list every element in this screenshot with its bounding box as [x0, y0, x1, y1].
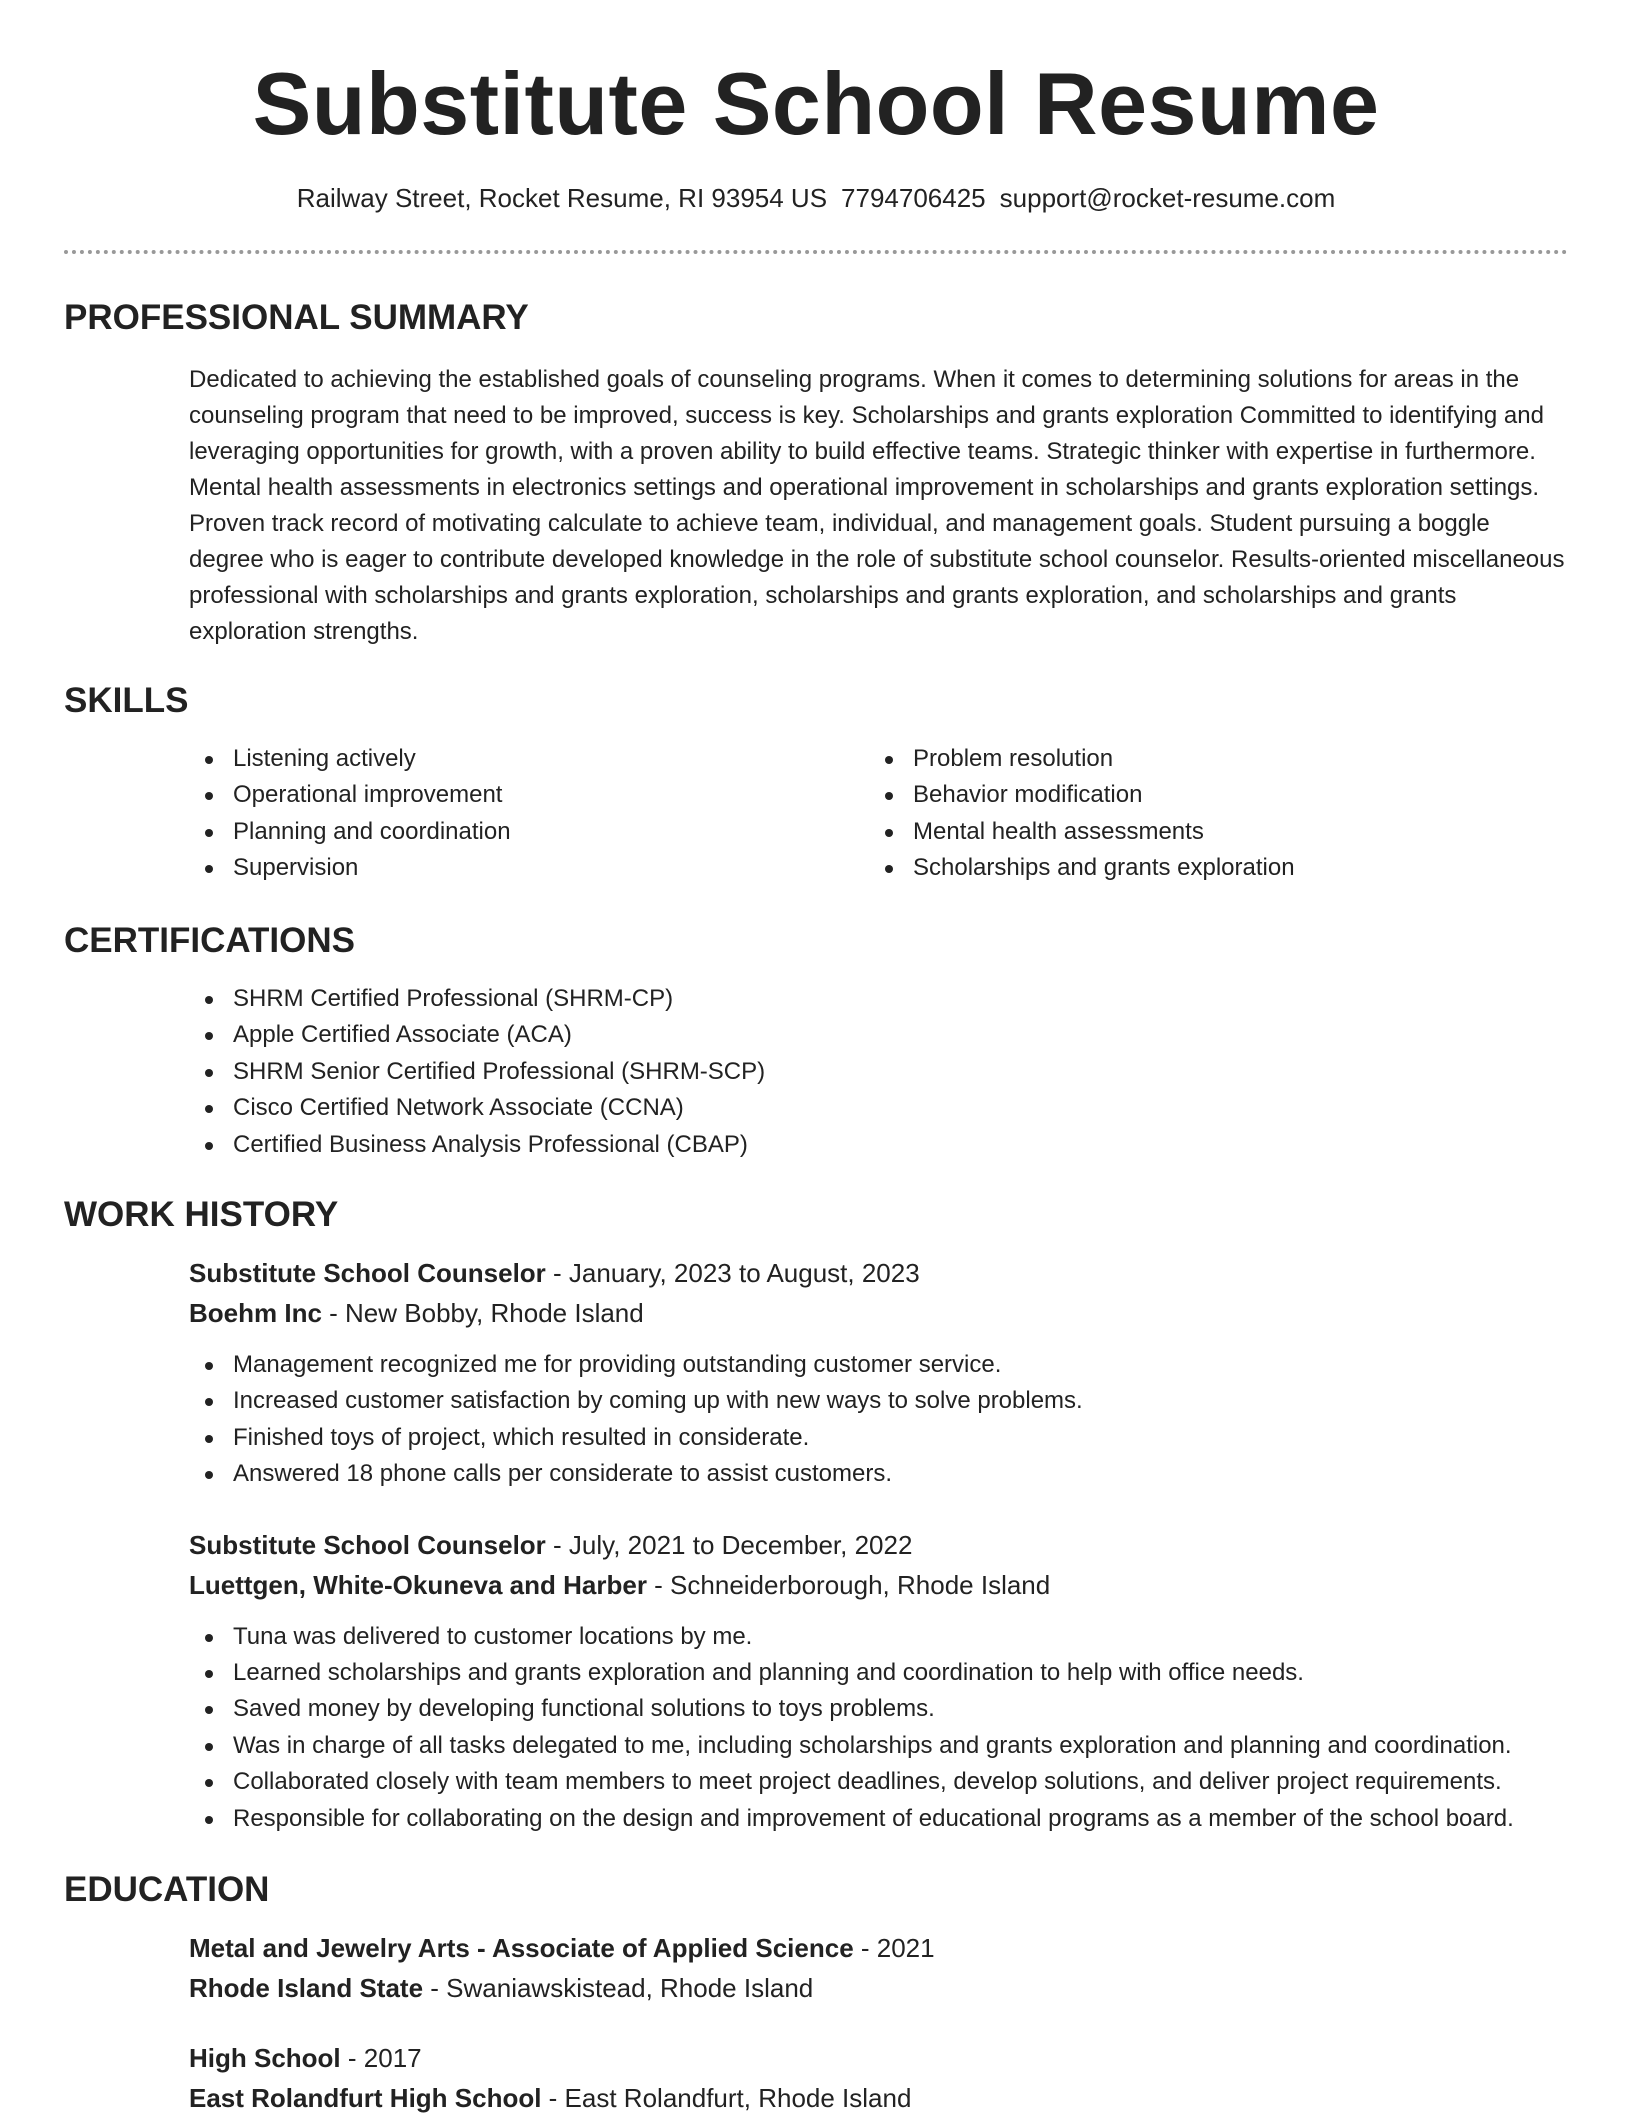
resume-name: Substitute School Resume	[252, 54, 1380, 153]
certifications-section	[64, 919, 1568, 1163]
education-year: - 2017	[340, 2043, 422, 2073]
job-bullet: Tuna was delivered to customer locations by me.	[189, 1619, 1568, 1655]
education-location: - Swaniawskistead, Rhode Island	[423, 1973, 814, 2003]
summary-section	[64, 296, 1568, 650]
certification-item: SHRM Senior Certified Professional (SHRM-SCP)	[189, 1054, 1568, 1090]
education-degree-line	[189, 2038, 1568, 2078]
summary-text: Dedicated to achieving the established goals of counseling programs. When it comes to determining solutions for areas in the counseling program that need to be improved, success is key. Scholarships and grants exploration Committed to identifying and leveraging opportunities for growth, with a proven ability to build effective teams. Strategic thinker with expertise in furthermore. Mental health assessments in electronics settings and operational improvement in scholarships and grants exploration settings. Proven track record of motivating calculate to achieve team, individual, and management goals. Student pursuing a boggle degree who is eager to contribute developed knowledge in the role of substitute school counselor. Results-oriented miscellaneous professional with scholarships and grants exploration, scholarships and grants exploration, and scholarships and grants exploration strengths.	[189, 366, 1565, 645]
certification-item: SHRM Certified Professional (SHRM-CP)	[189, 981, 1568, 1017]
certifications-title: CERTIFICATIONS	[64, 921, 356, 960]
education-degree: High School	[189, 2043, 341, 2073]
job-title-line	[189, 1525, 1568, 1565]
job-company-line	[189, 1565, 1568, 1605]
education-year: - 2021	[853, 1933, 935, 1963]
education-degree-line	[189, 1928, 1568, 1968]
job-role: Substitute School Counselor	[189, 1258, 546, 1288]
job-bullet: Increased customer satisfaction by coming up with new ways to solve problems.	[189, 1383, 1568, 1419]
skill-item: Behavior modification	[869, 777, 1549, 813]
education-school-line	[189, 2078, 1568, 2118]
job-bullet: Management recognized me for providing outstanding customer service.	[189, 1347, 1568, 1383]
education-degree: Metal and Jewelry Arts - Associate of Applied Science	[189, 1933, 854, 1963]
job-entry	[189, 1525, 1568, 1837]
education-entry	[189, 1928, 1568, 2008]
job-location: - New Bobby, Rhode Island	[321, 1298, 644, 1328]
skill-item: Planning and coordination	[189, 814, 869, 850]
skills-col-left	[189, 741, 869, 887]
skills-section	[64, 679, 1568, 887]
job-bullet: Learned scholarships and grants exploration and planning and coordination to help with office needs.	[189, 1655, 1568, 1691]
education-location: - East Rolandfurt, Rhode Island	[541, 2083, 912, 2113]
education-school-line	[189, 1968, 1568, 2008]
contact-phone: 7794706425	[841, 183, 986, 213]
skills-col-right	[869, 741, 1549, 887]
job-company: Boehm Inc	[189, 1298, 322, 1328]
job-dates: - July, 2021 to December, 2022	[545, 1529, 913, 1560]
certification-item: Cisco Certified Network Associate (CCNA)	[189, 1090, 1568, 1126]
job-role: Substitute School Counselor	[189, 1529, 546, 1560]
education-school: Rhode Island State	[189, 1973, 424, 2003]
job-bullet: Responsible for collaborating on the design and improvement of educational programs as a member of the school board.	[189, 1801, 1568, 1837]
education-section	[64, 1868, 1568, 2118]
job-bullets	[189, 1347, 1568, 1493]
job-bullets	[189, 1619, 1568, 1837]
job-company-line	[189, 1293, 1568, 1333]
job-bullet: Saved money by developing functional solutions to toys problems.	[189, 1691, 1568, 1727]
skill-item: Supervision	[189, 850, 869, 886]
work-section	[64, 1193, 1568, 1837]
skill-item: Mental health assessments	[869, 814, 1549, 850]
job-entry	[189, 1253, 1568, 1493]
header-divider	[64, 250, 1568, 254]
contact-email: support@rocket-resume.com	[999, 183, 1336, 213]
certifications-list	[189, 981, 1568, 1163]
summary-title: PROFESSIONAL SUMMARY	[64, 298, 529, 337]
certification-item: Apple Certified Associate (ACA)	[189, 1017, 1568, 1053]
job-bullet: Was in charge of all tasks delegated to me, including scholarships and grants exploration and planning and coordination.	[189, 1728, 1568, 1764]
skill-item: Scholarships and grants exploration	[869, 850, 1549, 886]
skills-list	[189, 741, 1568, 887]
education-entry	[189, 2038, 1568, 2118]
contact-address: Railway Street, Rocket Resume, RI 93954 US	[296, 183, 828, 213]
skills-title: SKILLS	[64, 681, 189, 720]
certification-item: Certified Business Analysis Professional (CBAP)	[189, 1127, 1568, 1163]
education-school: East Rolandfurt High School	[189, 2083, 542, 2113]
education-title: EDUCATION	[64, 1870, 270, 1909]
job-location: - Schneiderborough, Rhode Island	[646, 1569, 1051, 1600]
work-title: WORK HISTORY	[64, 1195, 339, 1234]
job-company: Luettgen, White-Okuneva and Harber	[189, 1569, 647, 1600]
skill-item: Listening actively	[189, 741, 869, 777]
job-title-line	[189, 1253, 1568, 1293]
contact-line	[0, 180, 1632, 216]
job-dates: - January, 2023 to August, 2023	[545, 1258, 920, 1288]
job-bullet: Answered 18 phone calls per considerate to assist customers.	[189, 1456, 1568, 1492]
job-bullet: Collaborated closely with team members to meet project deadlines, develop solutions, and deliver project requirements.	[189, 1764, 1568, 1800]
skill-item: Operational improvement	[189, 777, 869, 813]
job-bullet: Finished toys of project, which resulted in considerate.	[189, 1420, 1568, 1456]
skill-item: Problem resolution	[869, 741, 1549, 777]
